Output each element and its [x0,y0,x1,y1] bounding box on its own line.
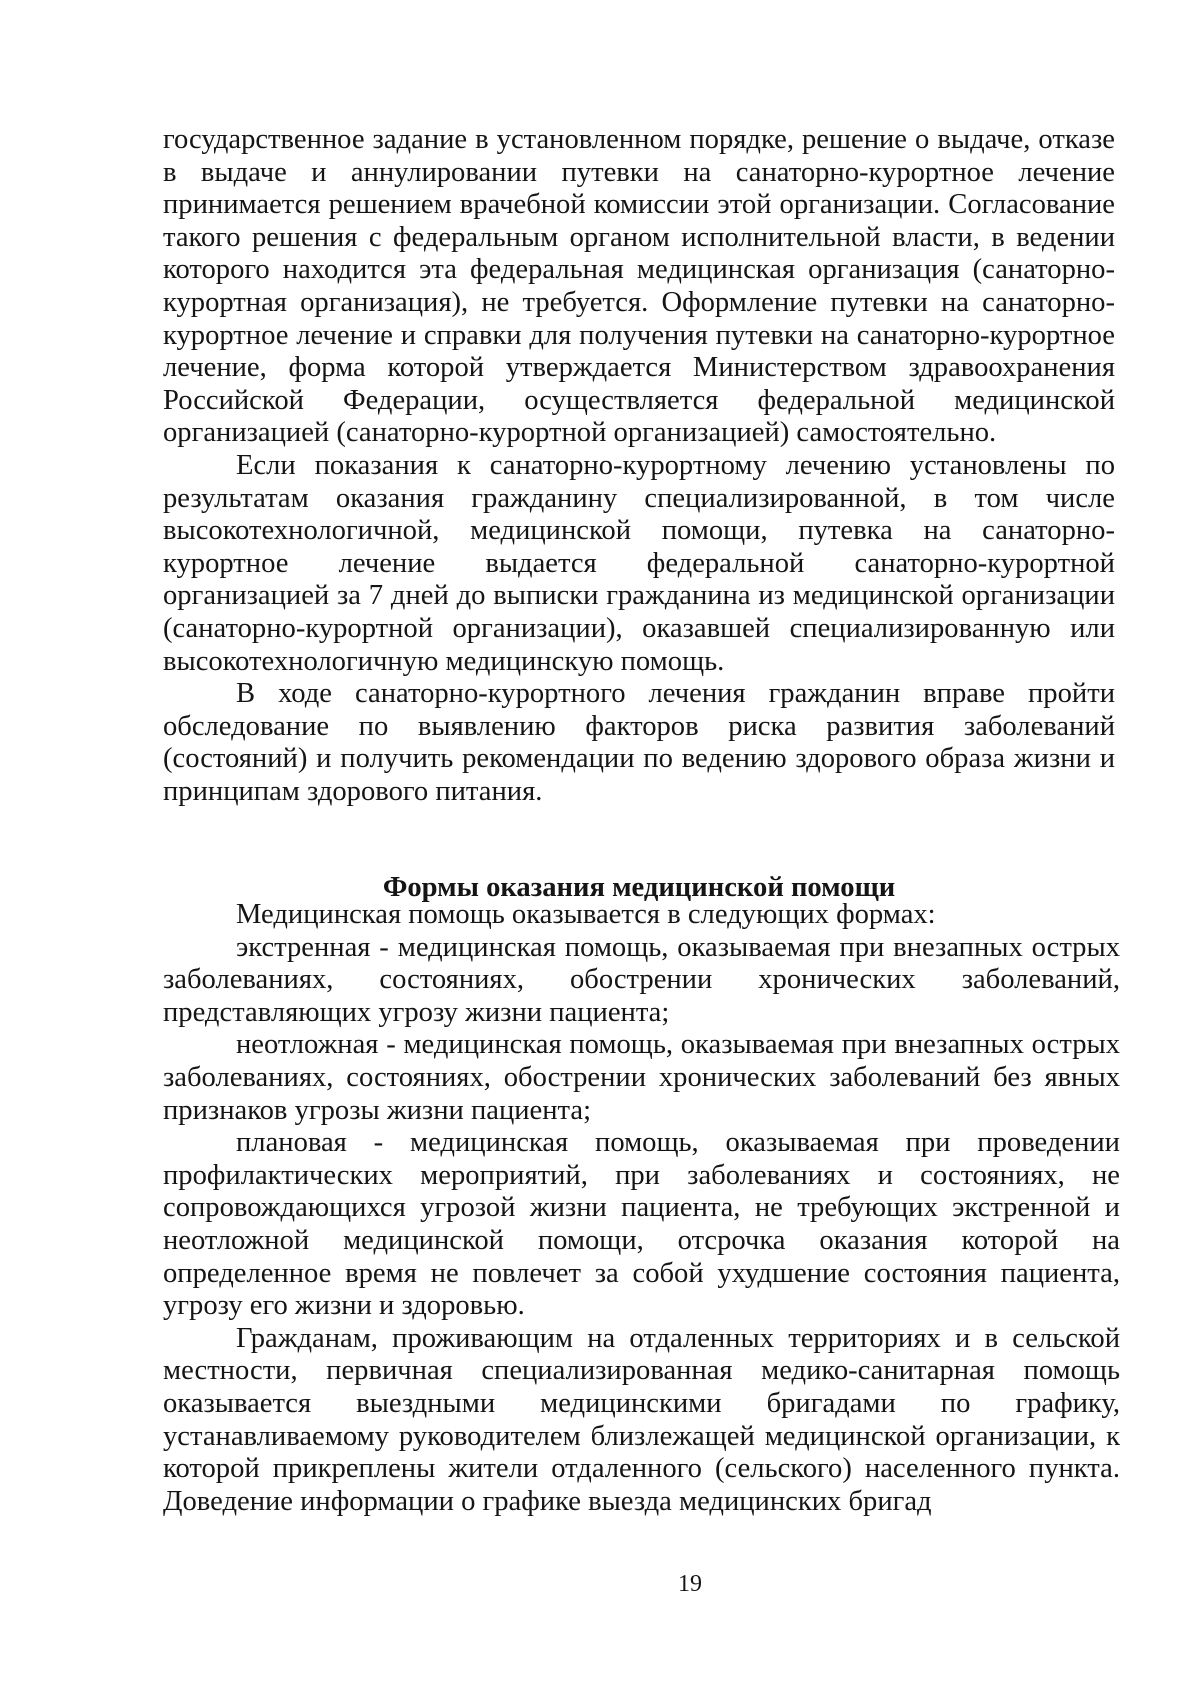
paragraph-urgent: неотложная - медицинская помощь, оказываемая при внезапных острых заболеваниях, состояниях, обострении хронических заболеваний без явных признаков угрозы жизни пациента; [163,1029,1120,1126]
page-number: 19 [678,1571,702,1597]
paragraph-forms-intro: Медицинская помощь оказывается в следующих формах: [236,899,936,930]
paragraph-continued: государственное задание в установленном порядке, решение о выдаче, отказе в выдаче и аннулировании путевки на санаторно-курортное лечение принимается решением врачебной комиссии этой организации. Согласование такого решения с федеральным органом исполнительной власти, в ведении которого находится эта федеральная медицинская организация (санаторно-курортная организация), не требуется. Оформление путевки на санаторно-курортное лечение и справки для получения путевки на санаторно-курортное лечение, форма которой утверждается Министерством здравоохранения Российской Федерации, осуществляется федеральной медицинской организацией (санаторно-курортной организацией) самостоятельно. [163,124,1115,449]
text-block-top [163,124,1115,808]
paragraph-emergency: экстренная - медицинская помощь, оказываемая при внезапных острых заболеваниях, состояниях, обострении хронических заболеваний, представляющих угрозу жизни пациента; [163,931,1120,1028]
section-heading: Формы оказания медицинской помощи [382,872,896,903]
paragraph-examination: В ходе санаторно-курортного лечения гражданин вправе пройти обследование по выявлению факторов риска развития заболеваний (состояний) и получить рекомендации по ведению здорового образа жизни и принципам здорового питания. [163,678,1115,807]
paragraph-planned: плановая - медицинская помощь, оказываемая при проведении профилактических мероприятий, при заболеваниях и состояниях, не сопровождающихся угрозой жизни пациента, не требующих экстренной и неотложной медицинской помощи, отсрочка оказания которой на определенное время не повлечет за собой ухудшение состояния пациента, угрозу его жизни и здоровью. [163,1127,1120,1322]
paragraph-indications: Если показания к санаторно-курортному лечению установлены по результатам оказания гражданину специализированной, в том числе высокотехнологичной, медицинской помощи, путевка на санаторно-курортное лечение выдается федеральной санаторно-курортной организацией за 7 дней до выписки гражданина из медицинской организации (санаторно-курортной организации), оказавшей специализированную или высокотехнологичную медицинскую помощь. [163,449,1115,677]
text-block-bottom [163,899,1120,1518]
paragraph-remote-areas: Гражданам, проживающим на отдаленных территориях и в сельской местности, первичная специализированная медико-санитарная помощь оказывается выездными медицинскими бригадами по графику, устанавливаемому руководителем близлежащей медицинской организации, к которой прикреплены жители отдаленного (сельского) населенного пункта. Доведение информации о графике выезда медицинских бригад [163,1322,1120,1517]
